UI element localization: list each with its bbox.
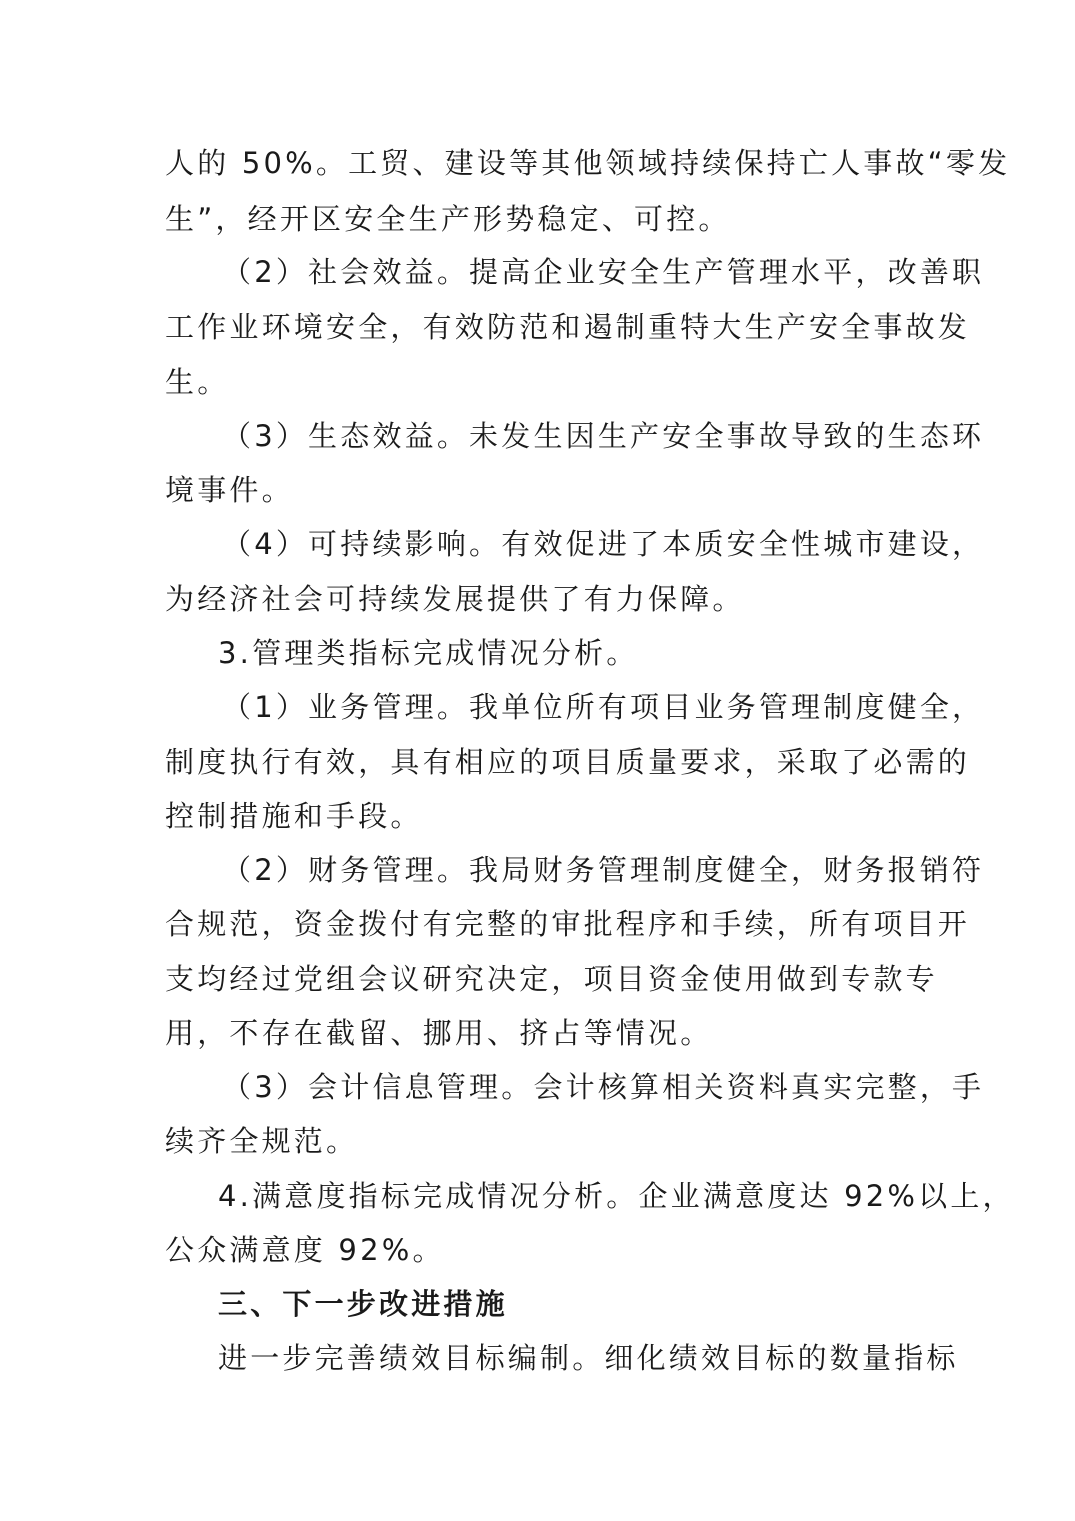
paragraph-line: 生”，经开区安全生产形势稳定、可控。	[165, 202, 731, 236]
paragraph-line: 续齐全规范。	[165, 1124, 359, 1158]
section-heading: 三、下一步改进措施	[218, 1287, 508, 1321]
section-subheading: 3.管理类指标完成情况分析。	[218, 636, 639, 670]
paragraph-line: （4）可持续影响。有效促进了本质安全性城市建设，	[222, 527, 985, 561]
paragraph-line: 工作业环境安全，有效防范和遏制重特大生产安全事故发	[165, 310, 971, 344]
paragraph-line: （2）财务管理。我局财务管理制度健全，财务报销符	[222, 853, 985, 887]
paragraph-line: （1）业务管理。我单位所有项目业务管理制度健全，	[222, 690, 985, 724]
paragraph-line: 公众满意度 92%。	[165, 1233, 445, 1267]
paragraph-line: （3）生态效益。未发生因生产安全事故导致的生态环	[222, 419, 985, 453]
paragraph-line: 生。	[165, 365, 230, 399]
paragraph-line: 支均经过党组会议研究决定，项目资金使用做到专款专	[165, 962, 938, 996]
paragraph-line: 制度执行有效，具有相应的项目质量要求，采取了必需的	[165, 745, 971, 779]
paragraph-line: 进一步完善绩效目标编制。细化绩效目标的数量指标	[218, 1341, 959, 1375]
paragraph-line: 合规范，资金拨付有完整的审批程序和手续，所有项目开	[165, 907, 971, 941]
paragraph-line: 为经济社会可持续发展提供了有力保障。	[165, 582, 745, 616]
paragraph-line: （2）社会效益。提高企业安全生产管理水平，改善职	[222, 255, 985, 289]
paragraph-line: 人的 50%。工贸、建设等其他领域持续保持亡人事故“零发	[165, 146, 1011, 180]
section-subheading: 4.满意度指标完成情况分析。企业满意度达 92%以上，	[218, 1179, 1015, 1213]
paragraph-line: 控制措施和手段。	[165, 799, 423, 833]
paragraph-line: 用，不存在截留、挪用、挤占等情况。	[165, 1016, 713, 1050]
paragraph-line: 境事件。	[165, 473, 294, 507]
paragraph-line: （3）会计信息管理。会计核算相关资料真实完整，手	[222, 1070, 985, 1104]
